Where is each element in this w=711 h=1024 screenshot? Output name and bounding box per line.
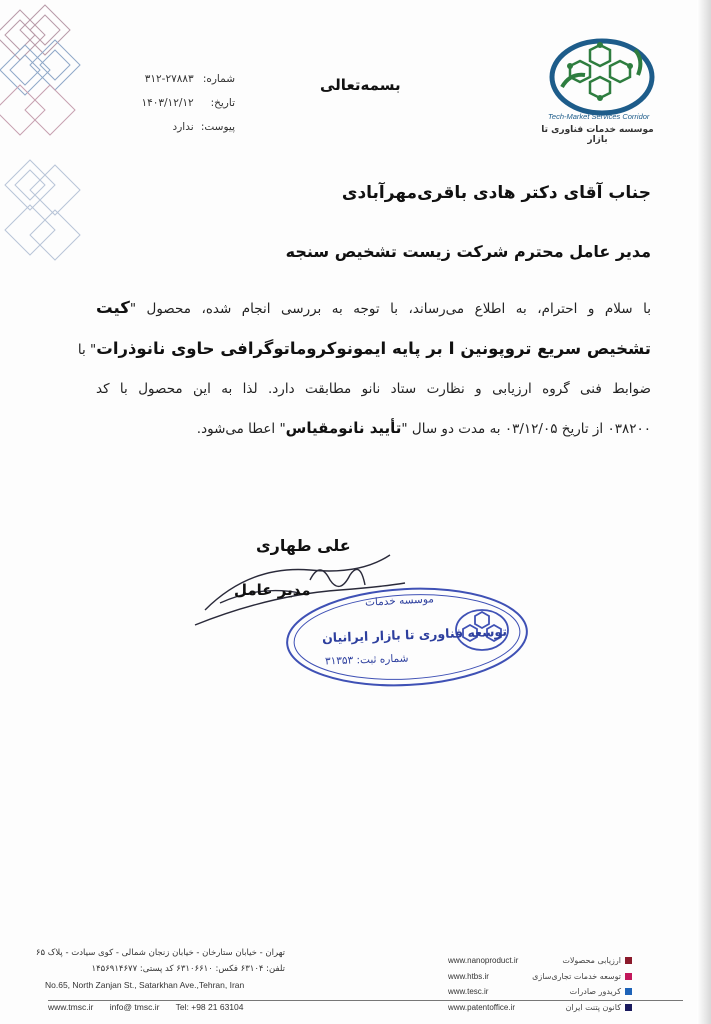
- meta-attachment: [110, 115, 235, 139]
- color-square-icon: [625, 1004, 632, 1011]
- stamp-text-3: شماره ثبت: ۳۱۳۵۳: [324, 652, 409, 668]
- footer-address: [35, 945, 285, 993]
- site-url[interactable]: www.nanoproduct.ir: [448, 956, 519, 965]
- meta-number: [110, 67, 235, 91]
- footer-divider: [48, 1000, 683, 1001]
- site-label: ارزیابی محصولات: [562, 956, 621, 965]
- footer-site-labels: [532, 953, 632, 1015]
- address-en: No.65, North Zanjan St., Satarkhan Ave.,Tehran, Iran: [45, 980, 245, 990]
- site-label-row: [532, 1000, 632, 1016]
- site-label: کانون پتنت ایران: [565, 1002, 621, 1012]
- site-label-row: [532, 984, 632, 1000]
- stamp-text-1: موسسه خدمات: [364, 593, 435, 609]
- body-line-1: [96, 288, 651, 329]
- color-square-icon: [625, 973, 632, 980]
- org-name-en: Tech-Market Services Corridor: [548, 112, 650, 121]
- color-square-icon: [625, 988, 632, 995]
- attachment-value: ندارد: [172, 121, 194, 133]
- footer-web[interactable]: www.tmsc.ir: [48, 1002, 94, 1012]
- site-label: توسعه خدمات تجاری‌سازی: [532, 971, 621, 981]
- site-label-row: [532, 969, 632, 985]
- body-line-4: [96, 409, 651, 449]
- number-label: شماره:: [202, 73, 235, 85]
- color-square-icon: [625, 957, 632, 964]
- date-value: ۱۴۰۳/۱۲/۱۲: [141, 97, 194, 109]
- site-label: کریدور صادرات: [569, 987, 621, 996]
- addressee-position: مدیر عامل محترم شرکت زیست تشخیص سنجه: [285, 242, 651, 261]
- footer-websites: [448, 953, 518, 1015]
- signer-name: علی طهاری: [256, 536, 351, 555]
- body-line-1-text: با سلام و احترام، به اطلاع می‌رساند، با توجه به بررسی انجام شده، محصول ": [129, 301, 651, 317]
- date-label: تاریخ:: [210, 97, 235, 109]
- number-value: ۳۱۲-۲۷۸۸۳: [144, 73, 194, 85]
- letter-meta: [110, 67, 235, 139]
- address-fa: تهران - خیابان ستارخان - خیابان زنجان شمالی - کوی سیادت - پلاک ۶۵: [35, 948, 285, 958]
- body-line-2-tail: " با: [77, 342, 97, 358]
- footer-tel: Tel: +98 21 63104: [175, 1002, 244, 1012]
- body-line-4-text: ۰۳۸۲۰۰ از تاریخ ۰۳/۱۲/۰۵ به مدت دو سال ": [401, 421, 651, 437]
- certificate-name: تأیید نانومقیاس: [285, 419, 402, 437]
- letter-body: [77, 288, 651, 449]
- site-url[interactable]: www.tesc.ir: [448, 987, 489, 996]
- phones-fa: تلفن: ۶۳۱۰۴ فکس: ۶۳۱۰۶۶۱۰ کد پستی: ۱۴۵۶۹۱۴۶۷۷: [91, 964, 285, 974]
- meta-date: [110, 91, 235, 115]
- diamond-pattern-icon: [0, 0, 100, 290]
- site-url[interactable]: www.htbs.ir: [448, 971, 489, 981]
- org-name-fa: موسسه خدمات فناوری تا بازار: [541, 125, 654, 145]
- site-url[interactable]: www.patentoffice.ir: [448, 1002, 515, 1012]
- footer-contact: [48, 1002, 298, 1012]
- body-line-3: ضوابط فنی گروه ارزیابی و نظارت ستاد نانو مطابقت دارد. لذا به این محصول با کد: [96, 381, 651, 397]
- product-name-start: کیت: [96, 298, 130, 317]
- attachment-label: پیوست:: [200, 121, 235, 133]
- site-label-row: [532, 953, 632, 969]
- stamp-text-2: توسعه فناوری تا بازار ایرانیان: [321, 623, 508, 646]
- signer-title: مدیر عامل: [234, 581, 311, 599]
- page-edge-shadow: [697, 0, 711, 1024]
- body-line-2: [77, 329, 651, 370]
- body-line-4-tail: " اعطا می‌شود.: [196, 421, 286, 437]
- addressee: جناب آقای دکتر هادی باقری‌مهرآبادی: [341, 183, 651, 203]
- product-name: تشخیص سریع تروپونین I بر پایه ایمونوکروماتوگرافی حاوی نانوذرات: [96, 339, 651, 358]
- basmala-heading: بسمه‌تعالی: [320, 76, 401, 94]
- footer-email[interactable]: info@ tmsc.ir: [109, 1002, 160, 1012]
